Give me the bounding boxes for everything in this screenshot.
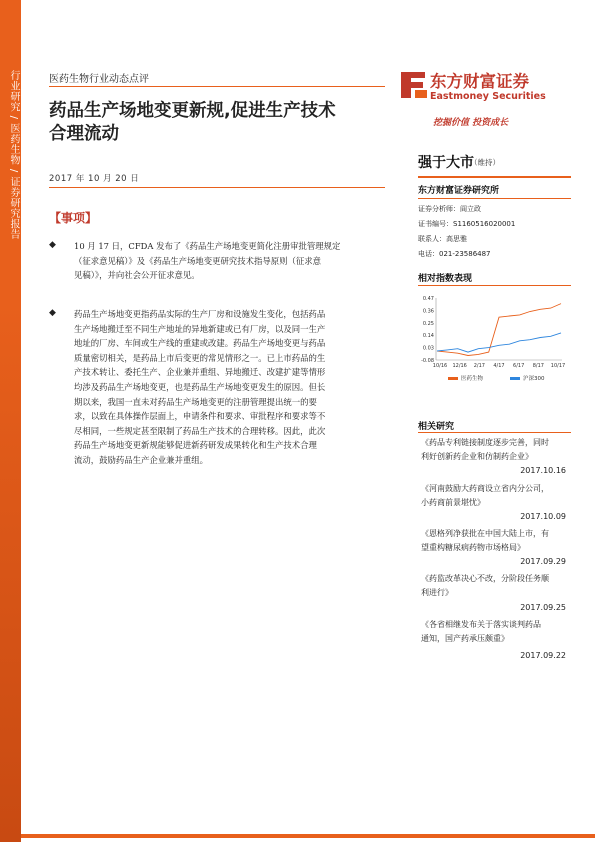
paragraph-line: 尽相同，一些规定甚至限制了药品生产技术的合理转移。因此，此次 [74,425,326,436]
legend-swatch [510,377,520,380]
paragraph-line: 生产场地搬迁至不同生产地址的异地新建或已有厂房，以及同一生产 [74,323,326,334]
related-item-line: 《药监改革决心不改，分阶段任务顺 [421,574,549,583]
y-tick-label: 0.36 [422,308,434,315]
phone-number: 电话：021-23586487 [418,250,491,258]
related-item[interactable] [421,527,571,554]
paragraph-2 [74,307,392,468]
contact-person: 联系人：高思雅 [418,235,467,243]
related-item[interactable] [421,618,571,645]
related-item-line: 《恩格列净获批在中国大陆上市，有 [421,529,549,538]
related-item-line: 利好创新药企业和仿制药企业》 [421,451,533,461]
related-item[interactable] [421,482,571,509]
divider [418,198,571,199]
performance-title: 相对指数表现 [418,274,473,284]
title-line-1: 药品生产场地变更新规,促进生产技术 [49,101,336,121]
x-tick-label: 4/17 [493,363,505,369]
paragraph-line: 见稿）》，并向社会公开征求意见。 [74,270,200,281]
eastmoney-logo-icon [397,68,429,102]
x-tick-label: 10/17 [550,363,566,369]
related-item[interactable] [421,572,571,599]
related-item-line: 《河南鼓励大药商设立省内分公司， [421,484,549,493]
paragraph-line: 均涉及药品生产场地变更，也是药品生产场地变更发生的原因。但长 [74,381,326,392]
related-item-line: 利进行》 [421,587,453,597]
certificate-number: 证书编号：S1160516020001 [418,220,516,228]
related-item-line: 望重构糖尿病药物市场格局》 [421,542,525,552]
x-tick-label: 2/17 [473,363,485,369]
brand-name-en: Eastmoney Securities [430,91,546,102]
legend-swatch [448,377,458,380]
paragraph-line: 10 月 17 日，CFDA 发布了《药品生产场地变更简化注册审批管理规定 [74,241,341,251]
title-line-2: 合理流动 [49,124,119,144]
divider [418,176,571,178]
related-date: 2017.09.29 [520,557,566,566]
related-date: 2017.10.09 [520,512,566,521]
paragraph-line: 药品生产场地变更新规能够促进新药研发成果转化和生产技术合理 [74,440,317,451]
rating: 强于大市 [418,155,474,171]
paragraph-line: 产技术转让、委托生产、企业兼并重组、异地搬迁、改建扩建等情形 [74,367,326,378]
paragraph-line: 药品生产场地变更指药品实际的生产厂房和设施发生变化，包括药品 [74,309,326,319]
footer-divider [21,834,595,838]
y-tick-label: 0.03 [422,345,434,352]
related-date: 2017.10.16 [520,466,566,475]
divider [49,86,385,87]
section-title: 【事项】 [49,211,98,225]
x-tick-label: 6/17 [513,363,525,369]
legend-label: 医药生物 [461,376,484,382]
y-tick-label: 0.25 [422,320,434,327]
x-tick-label: 8/17 [532,363,544,369]
related-item-line: 通知，国产药承压颇重》 [421,633,509,643]
rating-note: （维持） [470,158,500,167]
related-date: 2017.09.25 [520,603,566,612]
sidebar-label: 行业研究 / 医药生物 / 证券研究报告 [8,70,19,240]
related-item-line: 《各省相继发布关于落实谈判药品 [421,620,541,629]
related-item[interactable] [421,436,571,463]
paragraph-line: 地址的厂房、车间或生产线的重建或改建。药品生产场地变更与药品 [74,338,326,349]
paragraph-line: 期以来，我国一直未对药品生产场地变更的注册管理提出统一的要 [74,396,317,407]
related-date: 2017.09.22 [520,651,566,660]
brand-name-cn: 东方财富证券 [430,72,529,91]
divider [418,432,571,433]
series-line [437,304,561,356]
related-item-line: 《药品专利链接制度逐步完善，同时 [421,438,549,447]
series-line [437,333,561,352]
x-tick-label: 12/16 [452,363,467,369]
paragraph-line: 求，以致在具体操作层面上，申请条件和要求、审批程序和要求等不 [74,411,326,422]
brand-slogan: 挖掘价值 投资成长 [433,118,509,128]
related-research-title: 相关研究 [418,422,455,432]
y-tick-label: 0.47 [422,296,434,302]
y-tick-label: -0.08 [421,358,434,364]
legend-label: 沪深300 [523,376,545,382]
bullet-icon: ◆ [49,308,56,318]
report-category: 医药生物行业动态点评 [49,74,149,85]
y-tick-label: 0.14 [422,333,434,340]
divider [49,187,385,188]
paragraph-1 [74,239,392,283]
institute-name: 东方财富证券研究所 [418,186,500,196]
sidebar-shade [0,300,21,842]
paragraph-line: 质量密切相关，是药品上市后变更的常见情形之一。已上市药品的生 [74,352,326,363]
paragraph-line: 流动，鼓励药品生产企业兼并重组。 [74,454,208,465]
page-title [49,100,389,146]
related-item-line: 小药商前景堪忧》 [421,497,485,507]
relative-performance-chart [420,292,568,392]
x-tick-label: 10/16 [432,363,448,369]
paragraph-line: （征求意见稿）》及《药品生产场地变更研究技术指导原则（征求意 [74,255,322,266]
bullet-icon: ◆ [49,240,56,250]
divider [418,285,571,286]
report-date: 2017 年 10 月 20 日 [49,174,140,184]
analyst-name: 证券分析师：阎立政 [418,205,481,213]
